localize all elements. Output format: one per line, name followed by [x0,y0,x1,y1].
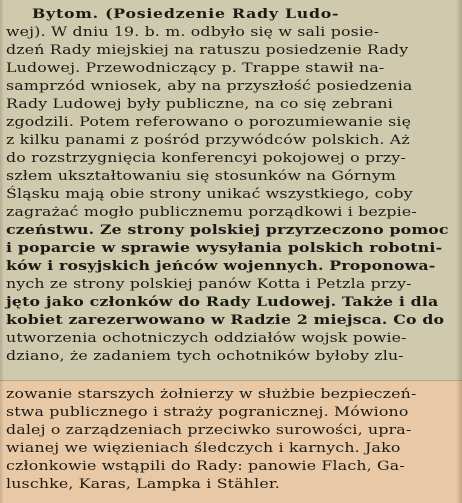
article-line-row [0,23,456,41]
article-line-row [0,95,456,113]
article-line: Bytom. (Posiedzenie Rady Ludo- [32,6,340,21]
article-line-row [0,275,456,293]
page-edge-shadow-left [0,0,4,503]
article-line-row [0,113,456,131]
article-line: luschke, Karas, Lampka i Stähler. [6,476,281,491]
article-line-row [0,221,456,239]
article-line: wianej we więzieniach śledczych i karnych. Jako [6,440,401,455]
article-line: dziano, że zadaniem tych ochotników byłoby zlu- [6,348,404,363]
article-headline [0,5,462,23]
article-line: wej). W dniu 19. b. m. odbyło się w sali posie- [6,24,380,39]
article-clipping-lower [0,380,462,503]
article-line-row [0,203,456,221]
article-line-row [0,257,456,275]
article-line-row [0,293,456,311]
article-line: z kilku panami z pośród przywódców polskich. Aż [6,132,410,147]
article-line: samprzód wniosek, aby na przyszłość posiedzenia [6,78,413,93]
article-line: Śląsku mają obie strony unikać wszystkiego, coby [6,186,413,201]
article-line: dzeń Rady miejskiej na ratuszu posiedzenie Rady [6,42,409,57]
article-line-row [0,439,456,457]
article-line: zgodzili. Potem referowano o porozumiewanie się [6,114,412,129]
article-line: szłem ukształtowaniu się stosunków na Górnym [6,168,397,183]
article-line-row [0,41,456,59]
article-line: Rady Ludowej były publiczne, na co się zebrani [6,96,393,111]
article-line-row [0,329,456,347]
page-edge-shadow-right [456,0,462,503]
article-line-row [0,347,456,365]
article-line: członkowie wstąpili do Rady: panowie Flach, Ga- [6,458,405,473]
article-line-row [0,131,456,149]
article-line-row [0,457,456,475]
article-line-row [0,475,456,493]
article-line: ków i rosyjskich jeńców wojennych. Proponowa- [6,258,436,273]
article-line-row [0,59,456,77]
article-line: nych ze strony polskiej panów Kotta i Petzla przy- [6,276,412,291]
article-line: utworzenia ochotniczych oddziałów wojsk powie- [6,330,407,345]
article-line: i poparcie w sprawie wysyłania polskich robotni- [6,240,443,255]
article-line-row [0,239,456,257]
article-line: dalej o zarządzeniach przeciwko surowości, upra- [6,422,412,437]
article-line-row [0,167,456,185]
article-line: jęto jako członków do Rady Ludowej. Także i dla [6,294,439,309]
article-line-row [0,385,456,403]
article-line: stwa publicznego i straży pogranicznej. Mówiono [6,404,409,419]
article-line: do rozstrzygnięcia konferencyi pokojowej o przy- [6,150,407,165]
article-line: zagrażać mogło publicznemu porządkowi i bezpie- [6,204,417,219]
article-line-row [0,421,456,439]
article-line: czeństwu. Ze strony polskiej przyrzeczono pomoc [6,222,449,237]
article-line-row [0,185,456,203]
article-line-row [0,149,456,167]
article-line-row [0,403,456,421]
article-line: zowanie starszych żołnierzy w służbie bezpieczeń- [6,386,417,401]
article-line-row [0,77,456,95]
article-line: kobiet zarezerwowano w Radzie 2 miejsca. Co do [6,312,445,327]
article-line-row [0,311,456,329]
article-line: Ludowej. Przewodniczący p. Trappe stawił na- [6,60,385,75]
